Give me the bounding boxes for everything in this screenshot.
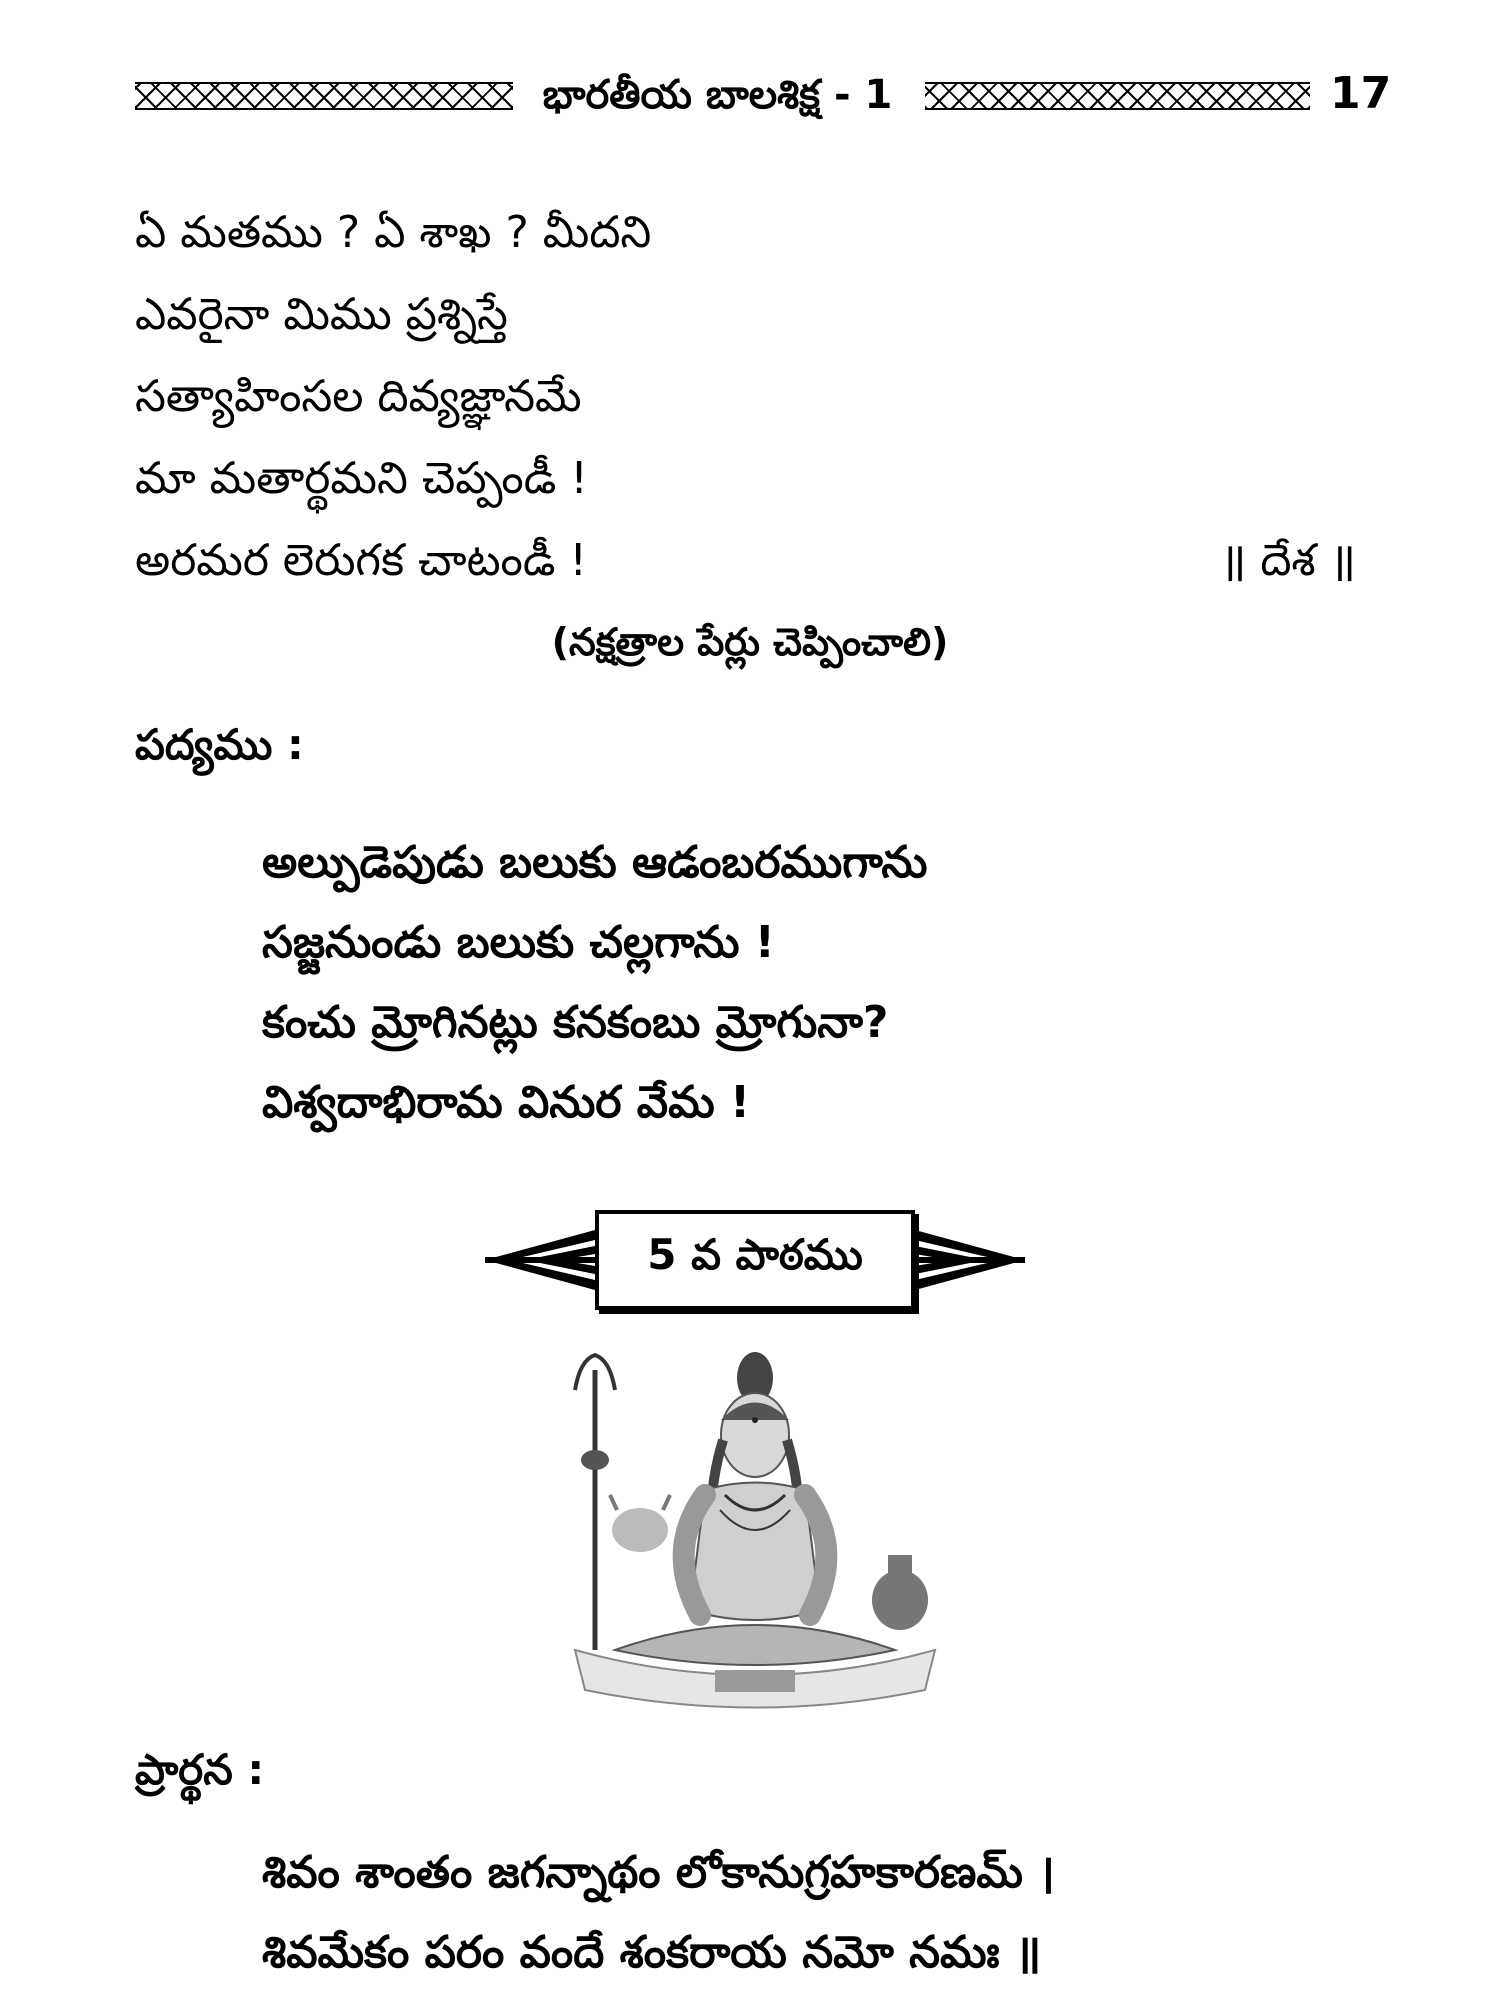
poem-label: పద్యము : — [135, 720, 304, 769]
header-ornament-left — [135, 82, 513, 110]
lesson-title: 5 వ పాఠము — [595, 1210, 915, 1310]
instruction-note: (నక్షత్రాల పేర్లు చెప్పించాలి) — [551, 620, 949, 664]
book-title: భారతీయ బాలశిక్ష - 1 — [542, 72, 893, 118]
poem-line: విశ్వదాభిరామ వినుర వేమ ! — [262, 1077, 751, 1128]
song-line: ఏ మతము ? ఏ శాఖ ? మీదని — [135, 207, 652, 258]
refrain-marker: ॥ దేశ ॥ — [1220, 535, 1356, 586]
song-line: సత్యాహింసల దివ్యజ్ఞానమే — [135, 371, 582, 422]
lesson-banner — [485, 1210, 1025, 1310]
song-line: మా మతార్థమని చెప్పండీ ! — [135, 453, 588, 504]
prayer-line: శివమేకం పరం వందే శంకరాయ నమో నమః ॥ — [262, 1927, 1042, 1978]
song-line: అరమర లెరుగక చాటండీ ! — [135, 535, 588, 586]
poem-line: అల్పుడెపుడు బలుకు ఆడంబరముగాను — [262, 837, 928, 888]
poem-line: కంచు మ్రోగినట్లు కనకంబు మ్రోగునా? — [262, 997, 889, 1048]
poem-line: సజ్జనుండు బలుకు చల్లగాను ! — [262, 917, 775, 968]
prayer-line: శివం శాంతం జగన్నాథం లోకానుగ్రహకారణమ్ । — [262, 1847, 1055, 1898]
prayer-label: ప్రార్థన : — [135, 1745, 265, 1794]
song-line: ఎవరైనా మిము ప్రశ్నిస్తే — [135, 289, 508, 340]
header-ornament-right — [925, 82, 1310, 110]
seated-deity-illustration-icon — [555, 1350, 955, 1730]
page-number: 17 — [1330, 68, 1392, 119]
